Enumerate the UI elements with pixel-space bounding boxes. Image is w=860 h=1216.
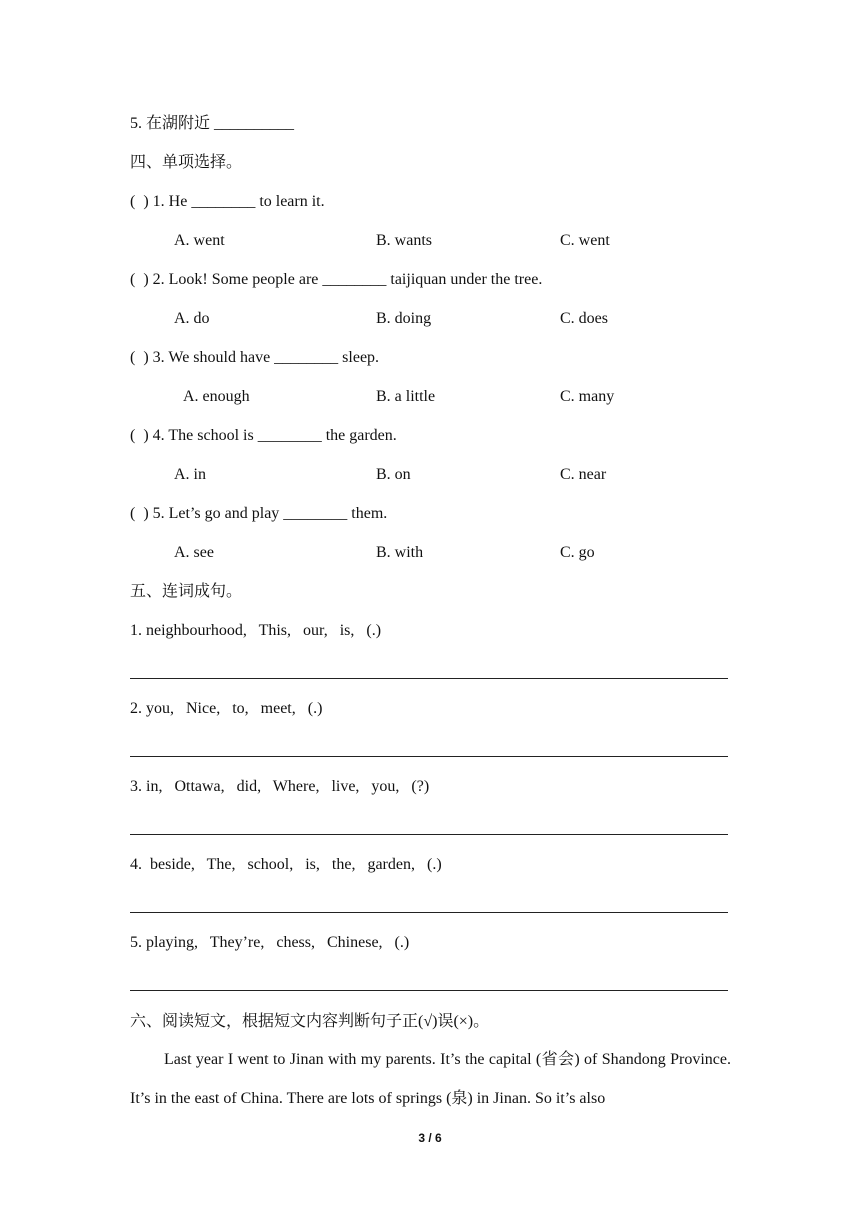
section3-item5: 5. 在湖附近 __________ [130, 115, 295, 132]
section5-title: 五、连词成句。 [130, 583, 243, 600]
q3-option-a: A. enough [183, 388, 250, 405]
q5-option-b: B. with [376, 544, 424, 561]
q5-option-c: C. go [560, 544, 595, 561]
reorder-item-4: 4. beside, The, school, is, the, garden, (.) [130, 856, 442, 873]
q2-stem: ( ) 2. Look! Some people are ________ taijiquan under the tree. [130, 271, 543, 288]
q2-option-a: A. do [174, 310, 210, 327]
section4-title: 四、单项选择。 [130, 154, 243, 171]
q1-stem: ( ) 1. He ________ to learn it. [130, 193, 325, 210]
q1-option-c: C. went [560, 232, 610, 249]
answer-line-1[interactable] [130, 678, 728, 679]
reading-passage [130, 1040, 731, 1118]
q4-option-b: B. on [376, 466, 411, 483]
q5-option-a: A. see [174, 544, 214, 561]
q4-option-c: C. near [560, 466, 607, 483]
passage-text: Last year I went to Jinan with my parents. It’s the capital (省会) of Shandong Province. It’s in the east of China. There are lots of springs (泉) in Jinan. So it’s also [130, 1051, 731, 1107]
answer-line-2[interactable] [130, 756, 728, 757]
q1-option-a: A. went [174, 232, 225, 249]
answer-line-5[interactable] [130, 990, 728, 991]
q4-option-a: A. in [174, 466, 206, 483]
q3-stem: ( ) 3. We should have ________ sleep. [130, 349, 380, 366]
reorder-item-3: 3. in, Ottawa, did, Where, live, you, (?) [130, 778, 430, 795]
section6-title: 六、阅读短文，根据短文内容判断句子正(√)误(×)。 [130, 1013, 490, 1030]
q4-stem: ( ) 4. The school is ________ the garden. [130, 427, 397, 444]
reorder-item-1: 1. neighbourhood, This, our, is, (.) [130, 622, 382, 639]
q5-stem: ( ) 5. Let’s go and play ________ them. [130, 505, 388, 522]
q2-option-c: C. does [560, 310, 608, 327]
q3-option-b: B. a little [376, 388, 436, 405]
reorder-item-5: 5. playing, They’re, chess, Chinese, (.) [130, 934, 410, 951]
q3-option-c: C. many [560, 388, 615, 405]
page-number: 3 / 6 [418, 1131, 442, 1145]
answer-line-3[interactable] [130, 834, 728, 835]
answer-line-4[interactable] [130, 912, 728, 913]
reorder-item-2: 2. you, Nice, to, meet, (.) [130, 700, 323, 717]
q1-option-b: B. wants [376, 232, 432, 249]
q2-option-b: B. doing [376, 310, 432, 327]
